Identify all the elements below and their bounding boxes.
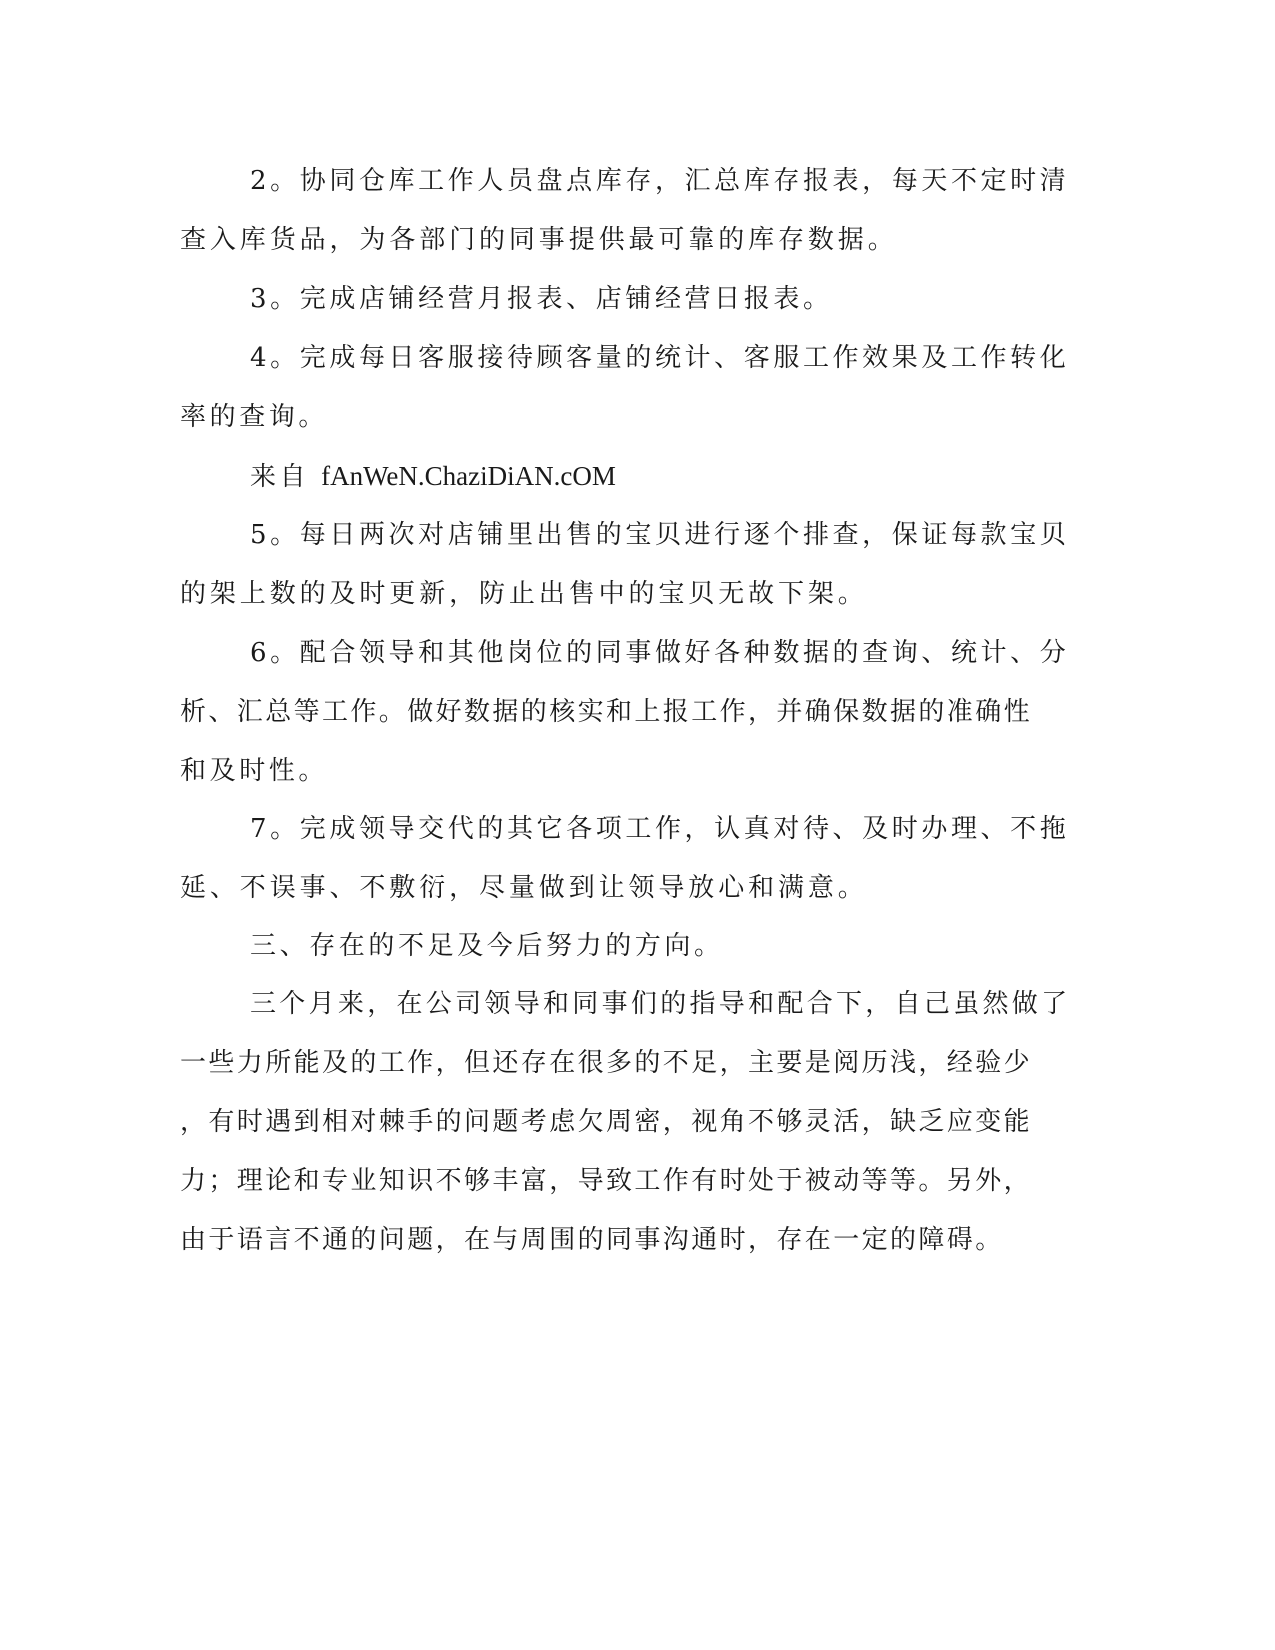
source-prefix: 来自	[250, 462, 310, 492]
source-line	[250, 456, 1110, 496]
paragraph-line: 延、不误事、不敷衍，尽量做到让领导放心和满意。	[180, 873, 868, 903]
paragraph-line: 三个月来，在公司领导和同事们的指导和配合下，自己虽然做了	[250, 989, 1071, 1019]
paragraph-line: 和及时性。	[180, 756, 329, 786]
paragraph-line: 力；理论和专业知识不够丰富，导致工作有时处于被动等等。另外，	[180, 1166, 1033, 1196]
paragraph-line: 4。完成每日客服接待顾客量的统计、客服工作效果及工作转化	[250, 343, 1070, 373]
paragraph-line: ，有时遇到相对棘手的问题考虑欠周密，视角不够灵活，缺乏应变能	[180, 1107, 1033, 1137]
source-url: fAnWeN.ChaziDiAN.cOM	[321, 461, 616, 491]
paragraph-line: 5。每日两次对店铺里出售的宝贝进行逐个排查，保证每款宝贝	[250, 520, 1070, 550]
paragraph-line: 7。完成领导交代的其它各项工作，认真对待、及时办理、不拖	[250, 814, 1070, 844]
paragraph-line: 2。协同仓库工作人员盘点库存，汇总库存报表，每天不定时清	[250, 166, 1070, 196]
paragraph-line: 6。配合领导和其他岗位的同事做好各种数据的查询、统计、分	[250, 638, 1070, 668]
paragraph-line: 查入库货品，为各部门的同事提供最可靠的库存数据。	[180, 225, 898, 255]
paragraph-line: 由于语言不通的问题，在与周围的同事沟通时，存在一定的障碍。	[180, 1225, 1004, 1255]
paragraph-line: 3。完成店铺经营月报表、店铺经营日报表。	[250, 284, 833, 314]
section-heading: 三、存在的不足及今后努力的方向。	[250, 931, 724, 961]
paragraph-line: 的架上数的及时更新，防止出售中的宝贝无故下架。	[180, 579, 868, 609]
paragraph-line: 析、汇总等工作。做好数据的核实和上报工作，并确保数据的准确性	[180, 697, 1033, 727]
paragraph-line: 率的查询。	[180, 402, 329, 432]
paragraph-line: 一些力所能及的工作，但还存在很多的不足，主要是阅历浅，经验少	[180, 1048, 1033, 1078]
